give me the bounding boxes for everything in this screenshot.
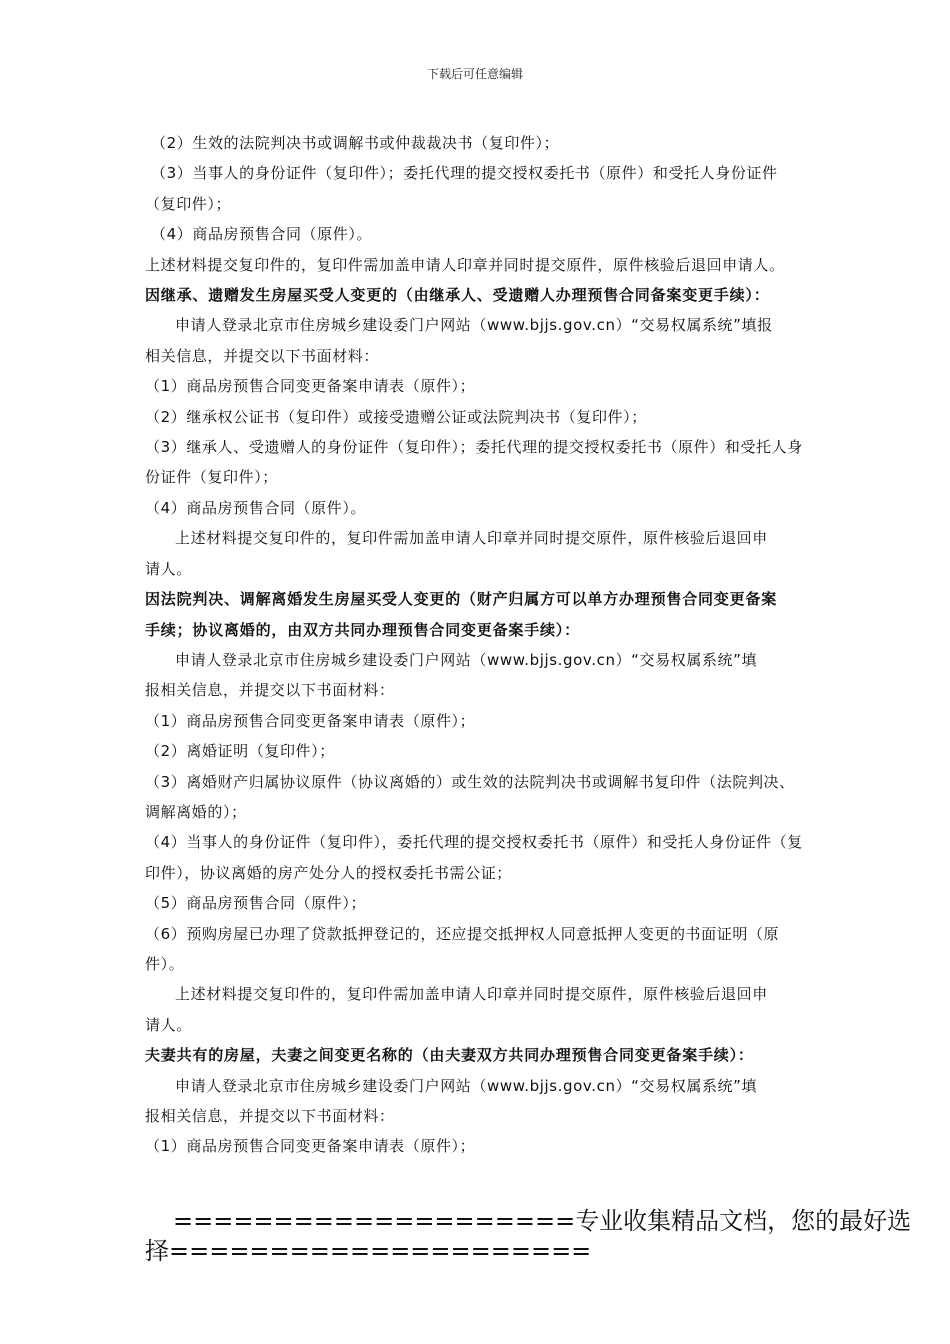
text-line: 调解离婚的）； [145, 802, 247, 821]
text-line: （复印件）； [145, 194, 232, 213]
page-header: 下载后可任意编辑 [426, 67, 523, 81]
section-heading: 因法院判决、调解离婚发生房屋买受人变更的（财产归属方可以单方办理预售合同变更备案 [145, 590, 778, 609]
text-line: （1）商品房预售合同变更备案申请表（原件）； [145, 711, 476, 730]
text-line: 报相关信息，并提交以下书面材料： [145, 1107, 395, 1125]
text-line: 件）。 [145, 954, 185, 973]
section-heading: 因继承、遗赠发生房屋买受人变更的（由继承人、受遗赠人办理预售合同备案变更手续）： [145, 286, 770, 305]
text-line: 申请人登录北京市住房城乡建设委门户网站（www.bjjs.gov.cn）“交易权属系统”填报 [175, 316, 773, 335]
text-line: （2）继承权公证书（复印件）或接受遗赠公证或法院判决书（复印件）； [145, 407, 647, 426]
text-line: 上述材料提交复印件的，复印件需加盖申请人印章并同时提交原件，原件核验后退回申 [175, 529, 768, 548]
text-line: （4）当事人的身份证件（复印件），委托代理的提交授权委托书（原件）和受托人身份证件（复 [145, 833, 803, 852]
text-line: （4）商品房预售合同（原件）。 [151, 225, 373, 244]
section-heading: 夫妻共有的房屋，夫妻之间变更名称的（由夫妻双方共同办理预售合同变更备案手续）： [145, 1046, 754, 1065]
text-line: 请人。 [145, 559, 192, 578]
document-body [145, 128, 815, 1162]
text-line: 印件），协议离婚的房产处分人的授权委托书需公证； [145, 863, 512, 882]
text-line: （6）预购房屋已办理了贷款抵押登记的，还应提交抵押权人同意抵押人变更的书面证明（原 [145, 924, 780, 943]
text-line: 申请人登录北京市住房城乡建设委门户网站（www.bjjs.gov.cn）“交易权属系统”填 [175, 1076, 758, 1095]
text-line: 报相关信息，并提交以下书面材料： [145, 681, 395, 700]
section-heading: 手续；协议离婚的，由双方共同办理预售合同变更备案手续）： [145, 620, 580, 639]
text-line: （3）当事人的身份证件（复印件）；委托代理的提交授权委托书（原件）和受托人身份证件 [151, 164, 778, 183]
text-line: （5）商品房预售合同（原件）； [145, 894, 367, 913]
text-line: （1）商品房预售合同变更备案申请表（原件）； [145, 377, 476, 396]
text-line: （1）商品房预售合同变更备案申请表（原件）； [145, 1137, 476, 1156]
text-line: （4）商品房预售合同（原件）。 [145, 498, 367, 517]
footer-line: 择===================== [145, 1237, 592, 1265]
text-line: 相关信息，并提交以下书面材料： [145, 346, 380, 365]
text-line: （2）生效的法院判决书或调解书或仲裁裁决书（复印件）； [151, 134, 560, 152]
text-line: 份证件（复印件）； [145, 468, 278, 487]
text-line: （3）继承人、受遗赠人的身份证件（复印件）；委托代理的提交授权委托书（原件）和受托人身 [145, 438, 803, 457]
text-line: （3）离婚财产归属协议原件（协议离婚的）或生效的法院判决书或调解书复印件（法院判决、 [145, 772, 795, 791]
footer-line: ====================专业收集精品文档，您的最好选 [173, 1207, 912, 1235]
text-line: 申请人登录北京市住房城乡建设委门户网站（www.bjjs.gov.cn）“交易权属系统”填 [175, 650, 758, 669]
text-line: 上述材料提交复印件的，复印件需加盖申请人印章并同时提交原件，原件核验后退回申请人。 [145, 255, 785, 274]
text-line: （2）离婚证明（复印件）； [145, 742, 335, 761]
text-line: 上述材料提交复印件的，复印件需加盖申请人印章并同时提交原件，原件核验后退回申 [175, 985, 768, 1004]
page-footer [145, 1206, 912, 1266]
text-line: 请人。 [145, 1015, 192, 1034]
